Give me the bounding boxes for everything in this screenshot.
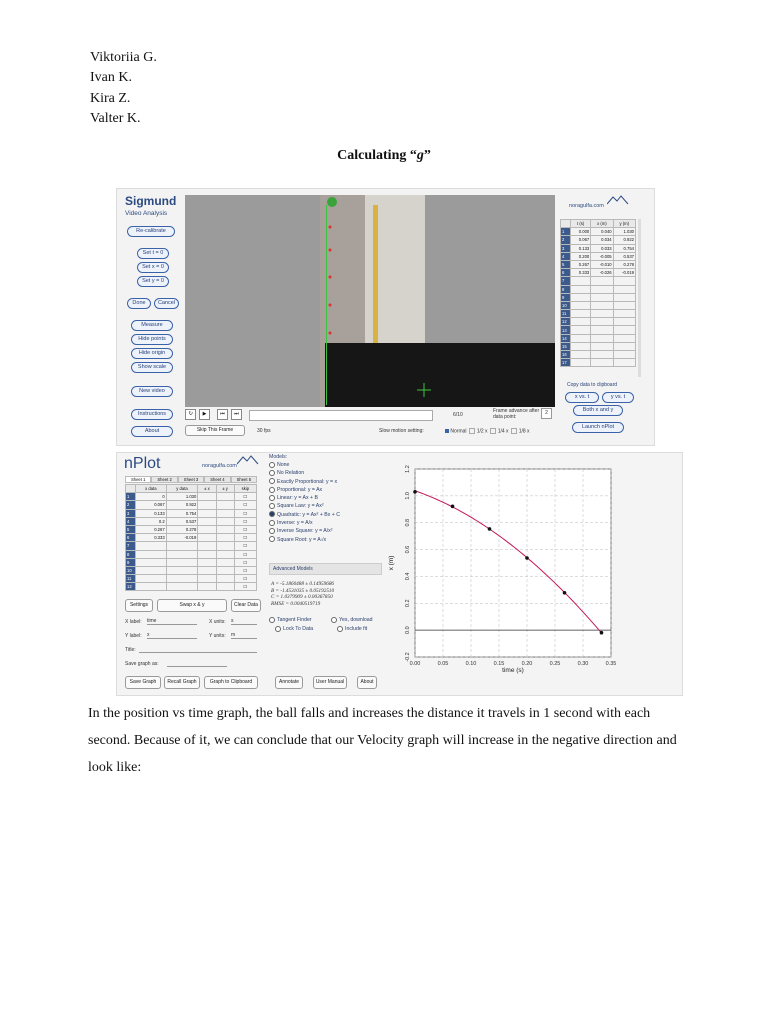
y-tick-label: 0.2 [405, 599, 411, 608]
include-fit-option[interactable]: Include fit [337, 625, 367, 633]
table-row: 5 0.267 0.278 ☐ [126, 525, 257, 533]
launch-nplot-button[interactable]: Launch nPlot [572, 422, 624, 433]
about-button[interactable]: About [131, 426, 173, 437]
recalibrate-button[interactable]: Re-calibrate [127, 226, 175, 237]
table-row: 4 0.200 -0.005 0.537 [562, 253, 634, 259]
scrubber-bar[interactable] [249, 410, 433, 421]
video-frame[interactable] [185, 195, 555, 407]
mountain-logo-icon [607, 195, 629, 205]
x-axis-label: time (s) [502, 667, 524, 674]
graph-to-clipboard-button[interactable]: Graph to Clipboard [204, 676, 258, 689]
author-2: Ivan K. [90, 70, 132, 85]
restart-icon[interactable]: ↻ [185, 409, 196, 420]
data-point [413, 490, 417, 494]
data-point [451, 505, 455, 509]
xlabel-field[interactable]: time [147, 618, 197, 625]
ylabel-field[interactable]: x [147, 632, 197, 639]
table-row: 9 [561, 293, 636, 301]
prev-frame-icon[interactable]: ⏮ [217, 409, 228, 420]
models-list[interactable] [269, 461, 340, 544]
y-tick-label: -0.2 [405, 652, 411, 662]
model-option[interactable]: Square Law: y = Ax² [269, 502, 340, 510]
radio-icon [269, 462, 275, 468]
model-option[interactable]: Quadratic: y = Ax² + Bx + C [269, 511, 340, 519]
model-option[interactable]: Exactly Proportional: y = x [269, 478, 340, 486]
fps-label: 30 fps [257, 428, 271, 434]
y-tick-label: 1.2 [405, 465, 411, 473]
model-option[interactable]: Inverse: y = A/x [269, 519, 340, 527]
x-tick-label: 0.05 [437, 661, 449, 667]
copy-y-vs-t-button[interactable]: y vs. t [602, 392, 634, 403]
new-video-button[interactable]: New video [131, 386, 173, 397]
model-option[interactable]: None [269, 461, 340, 469]
recall-graph-button[interactable]: Recall Graph [164, 676, 200, 689]
table-row: 8 [561, 285, 636, 293]
sigmund-logo: noragulfa.com [569, 203, 604, 209]
fit-a: A = -5.1860488 ± 0.14959686 [271, 581, 335, 587]
y-tick-label: 1.0 [405, 492, 411, 500]
table-scrollbar[interactable] [638, 219, 641, 377]
table-row: 8 ☐ [126, 550, 257, 558]
table-row: 14 [561, 334, 636, 342]
table-row: 9 ☐ [126, 558, 257, 566]
model-option[interactable]: Linear: y = Ax + B [269, 494, 340, 502]
play-icon[interactable]: ▶ [199, 409, 210, 420]
hide-origin-button[interactable]: Hide origin [131, 348, 173, 359]
tab-sheet-2[interactable]: Sheet 2 [151, 476, 177, 483]
x-tick-label: 0.10 [465, 661, 477, 667]
tab-sheet-3[interactable]: Sheet 3 [178, 476, 204, 483]
radio-icon [269, 528, 275, 534]
instructions-button[interactable]: Instructions [131, 409, 173, 420]
plot-area [415, 469, 611, 657]
table-row: 16 [561, 351, 636, 359]
x-tick-label: 0.35 [605, 661, 617, 667]
xunits-field[interactable]: s [231, 618, 257, 625]
table-row: 3 0.133 0.754 ☐ [126, 509, 257, 517]
y-tick-label: 0.0 [405, 626, 411, 634]
yes-download-option[interactable]: Yes, download [331, 616, 373, 624]
radio-icon [269, 536, 275, 542]
save-as-field[interactable] [167, 666, 227, 667]
table-row: 13 [561, 326, 636, 334]
table-row: 11 [561, 310, 636, 318]
save-graph-button[interactable]: Save Graph [125, 676, 161, 689]
speed-options[interactable]: Normal 1/2 x 1/4 x 1/8 x [445, 428, 530, 434]
set-t-button[interactable]: Set t = 0 [137, 248, 169, 259]
data-point [488, 527, 492, 531]
model-option[interactable]: Square Root: y = A√x [269, 536, 340, 544]
nplot-logo: noragulfa.com [202, 463, 237, 469]
mountain-logo-icon [237, 455, 259, 465]
fit-rmse: RMSE = 0.0040519719 [271, 600, 321, 607]
table-row: 15 [561, 342, 636, 350]
author-4: Valter K. [90, 111, 141, 126]
data-point [525, 556, 529, 560]
table-row: 5 0.267 -0.010 0.278 [562, 262, 634, 268]
clear-data-button[interactable]: Clear Data [231, 599, 261, 612]
tab-sheet-4[interactable]: Sheet 4 [204, 476, 230, 483]
done-button[interactable]: Done [127, 298, 151, 309]
frame-advance-input[interactable]: 2 [541, 408, 552, 419]
set-x-button[interactable]: Set x = 0 [137, 262, 169, 273]
table-row: 1 0 1.030 ☐ [126, 493, 257, 501]
yunits-label: Y units: [209, 633, 226, 639]
y-tick-label: 0.6 [405, 545, 411, 554]
nplot-title: nPlot [124, 455, 161, 472]
x-tick-label: 0.20 [521, 661, 533, 667]
yunits-field[interactable]: m [231, 632, 257, 639]
table-row: 12 [561, 318, 636, 326]
y-tick-label: 0.8 [405, 518, 411, 527]
model-option[interactable]: No Relation [269, 469, 340, 477]
data-point [563, 591, 567, 595]
table-row: 4 0.2 0.537 ☐ [126, 517, 257, 525]
set-y-button[interactable]: Set y = 0 [137, 276, 169, 287]
nplot-data-table: x data y data ± x ± y skip 1 0 1.030 ☐ 2 0.067 0.922 ☐ 3 0.133 0.754 ☐ 4 0.2 0.537 ☐ 5 0.267 0.278 ☐ 6 0.333 -0.019 ☐ 7 ☐ 8 ☐ 9 ☐ 10 ☐ 11 ☐ 12 ☐ [125, 484, 257, 591]
data-point [600, 631, 604, 635]
skip-frame-button[interactable]: Skip This Frame [185, 425, 245, 436]
models-label: Models: [269, 454, 288, 460]
sheet-tabs[interactable] [125, 476, 257, 483]
table-row: 6 0.333 -0.026 -0.019 [562, 270, 634, 276]
nplot-about-button[interactable]: About [357, 676, 377, 689]
frame-counter: 6/10 [453, 412, 463, 418]
sigmund-screenshot [116, 188, 655, 446]
table-row: 6 0.333 -0.019 ☐ [126, 534, 257, 542]
save-as-label: Save graph as: [125, 661, 159, 667]
user-manual-button[interactable]: User Manual [313, 676, 347, 689]
settings-button[interactable]: Settings [125, 599, 153, 612]
table-row: 11 ☐ [126, 575, 257, 583]
x-tick-label: 0.15 [493, 661, 505, 667]
fit-c: C = 1.0379909 ± 0.00367850 [271, 594, 333, 600]
table-row: 7 [561, 277, 636, 285]
tab-sheet-1[interactable]: Sheet 1 [125, 476, 151, 483]
radio-icon [269, 520, 275, 526]
fit-b: B = -1.4531035 ± 0.05192510 [271, 587, 335, 594]
analysis-paragraph: In the position vs time graph, the ball falls and increases the distance it travels in 1 second with each second. Because of it, we can conclude that our Velocity graph will increase in the negative direction and look like: [88, 706, 677, 775]
model-option[interactable]: Inverse Square: y = A/x² [269, 527, 340, 535]
table-row: 2 0.067 0.922 ☐ [126, 501, 257, 509]
tab-sheet-5[interactable]: Sheet 5 [231, 476, 257, 483]
copy-x-vs-t-button[interactable]: x vs. t [565, 392, 599, 403]
title-field[interactable] [139, 652, 257, 653]
ylabel-label: Y label: [125, 633, 142, 639]
radio-icon [269, 487, 275, 493]
radio-icon [269, 478, 275, 484]
y-tick-label: 0.4 [405, 572, 411, 581]
measure-button[interactable]: Measure [131, 320, 173, 331]
author-3: Kira Z. [90, 91, 131, 106]
radio-icon [269, 503, 275, 509]
show-scale-button[interactable]: Show scale [131, 362, 173, 373]
sigmund-title: Sigmund [125, 194, 177, 208]
fit-results [271, 581, 334, 607]
x-tick-label: 0.30 [577, 661, 589, 667]
next-frame-icon[interactable]: ⏭ [231, 409, 242, 420]
title-label: Title: [125, 647, 136, 653]
xunits-label: X units: [209, 619, 226, 625]
sigmund-data-table: t (s) x (m) y (m) 1 0.000 0.040 1.030 2 0.067 0.034 0.922 3 0.133 0.033 0.754 4 0.200 -0.005 0.537 5 0.267 -0.010 0.278 6 0.333 -0.026 -0.019 7 8 9 10 11 12 13 14 15 16 17 [562, 221, 634, 366]
hide-points-button[interactable]: Hide points [131, 334, 173, 345]
x-tick-label: 0.00 [409, 661, 421, 667]
nplot-screenshot [116, 452, 683, 696]
cancel-button[interactable]: Cancel [154, 298, 179, 309]
table-row: 7 ☐ [126, 542, 257, 550]
frame-advance-label: Frame advance after data point: [493, 408, 540, 420]
lock-to-data-option[interactable]: Lock To Data [275, 625, 313, 633]
swap-xy-button[interactable]: Swap x & y [157, 599, 227, 612]
tangent-finder-option[interactable]: Tangent Finder [269, 616, 312, 624]
position-time-chart [385, 457, 679, 693]
x-tick-label: 0.25 [549, 661, 561, 667]
y-axis-label: x (m) [388, 555, 395, 571]
copy-clipboard-label: Copy data to clipboard [567, 382, 618, 388]
slow-motion-label: Slow motion setting: [379, 428, 424, 434]
author-1: Viktoriia G. [90, 50, 157, 65]
radio-icon [269, 470, 275, 476]
table-row: 10 ☐ [126, 566, 257, 574]
copy-both-button[interactable]: Both x and y [573, 405, 623, 416]
document-title: Calculating “g” [337, 148, 431, 163]
model-option[interactable]: Proportional: y = Ax [269, 486, 340, 494]
tracked-points [185, 195, 555, 407]
table-row: 1 0.000 0.040 1.030 [562, 229, 634, 235]
radio-icon [269, 511, 275, 517]
annotate-button[interactable]: Annotate [275, 676, 303, 689]
xlabel-label: X label: [125, 619, 142, 625]
table-row: 12 ☐ [126, 583, 257, 591]
table-row: 17 [561, 359, 636, 367]
table-row: 2 0.067 0.034 0.922 [562, 237, 634, 243]
radio-icon [269, 495, 275, 501]
sigmund-subtitle: Video Analysis [125, 210, 168, 217]
table-row: 10 [561, 301, 636, 309]
table-row: 3 0.133 0.033 0.754 [562, 245, 634, 251]
advanced-models-button[interactable]: Advanced Models [269, 563, 382, 575]
